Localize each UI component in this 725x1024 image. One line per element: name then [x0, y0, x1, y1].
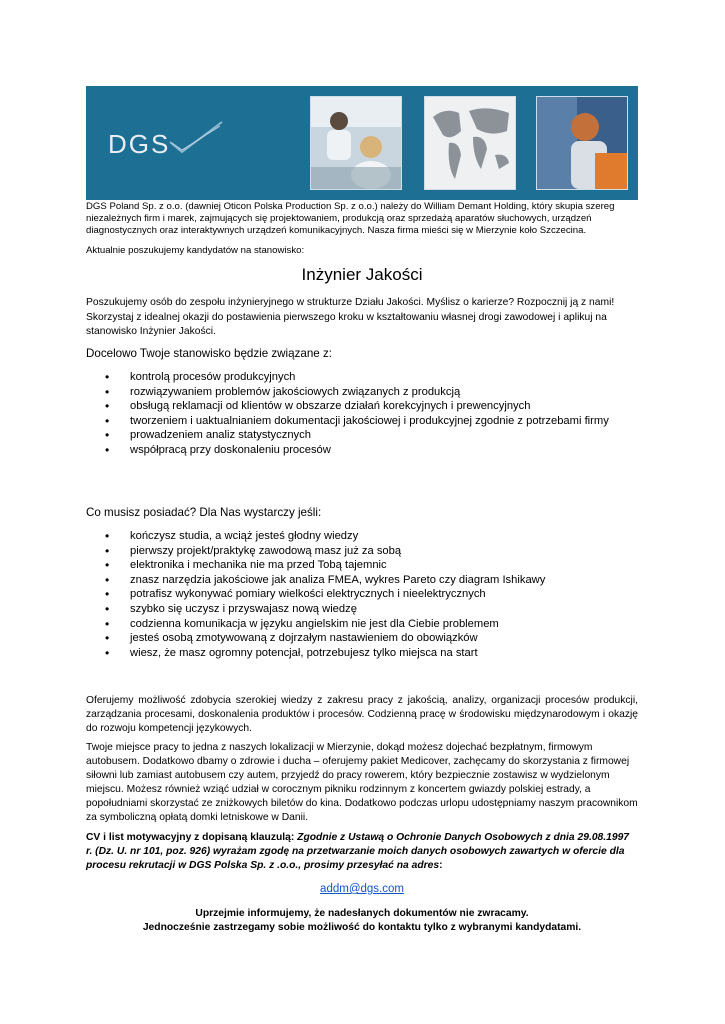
technician-photo — [536, 96, 628, 190]
list-item: • potrafisz wykonywać pomiary wielkości elektrycznych i nieelektrycznych — [86, 587, 638, 602]
cv-instructions — [86, 831, 638, 873]
lead-paragraph: Poszukujemy osób do zespołu inżynieryjnego w strukturze Działu Jakości. Myślisz o karierze? Rozpocznij ją z nami! Skorzystaj z idealnej okazji do postawienia pierwszego kroku w kształtowaniu własnej drogi zawodowej i aplikuj na stanowisko Inżynier Jakości. — [86, 297, 615, 337]
list-item: • tworzeniem i uaktualnianiem dokumentacji jakościowej i produkcyjnej zgodnie z potrzebami firmy — [86, 414, 638, 429]
list-item: • współpracą przy doskonaleniu procesów — [86, 443, 638, 458]
list-item: • jesteś osobą zmotywowaną z dojrzałym nastawieniem do obowiązków — [86, 631, 638, 646]
list-item: • codzienna komunikacja w języku angielskim nie jest dla Ciebie problemem — [86, 617, 638, 632]
lab-workers-photo — [310, 96, 402, 190]
list-item: • rozwiązywaniem problemów jakościowych związanych z produkcją — [86, 385, 638, 400]
header-banner — [86, 86, 638, 200]
list-item: • pierwszy projekt/praktykę zawodową masz już za sobą — [86, 544, 638, 559]
offer-paragraph: Oferujemy możliwość zdobycia szerokiej wiedzy z zakresu pracy z jakością, analizy, organizacji procesów produkcji, zarządzania procesami, doskonalenia produktów i procesów. Codzienną pracę w środowisku międzynarodowym i okazję do rozwoju kompetencji językowych. — [86, 695, 638, 734]
duties-list — [86, 370, 638, 458]
logo-check-icon — [166, 118, 226, 158]
list-item: • szybko się uczysz i przyswajasz nową wiedzę — [86, 602, 638, 617]
company-logo: DGS — [108, 129, 171, 159]
job-title: Inżynier Jakości — [301, 265, 423, 284]
data-protection-clause: Zgodnie z Ustawą o Ochronie Danych Osobowych z dnia 29.08.1997 r. (Dz. U. nr 101, poz. 926) wyrażam zgodę na przetwarzanie moich danych osobowych zawartych w ofercie dla procesu rekrutacji w DGS Polska Sp. z .o.o., prosimy przesyłać na adres — [86, 832, 630, 871]
requirements-list — [86, 529, 638, 660]
workplace-paragraph: Twoje miejsce pracy to jedna z naszych lokalizacji w Mierzynie, dokąd możesz dojechać bezpłatnym, firmowym autobusem. Dodatkowo dbamy o zdrowie i ducha – oferujemy pakiet Medicover, zachęcamy do skorzystania z firmowej siłowni lub zamiast autobusem czy autem, przyjedź do pracy rowerem, który bezpiecznie zostawisz w wydzielonym miejscu. Możesz również wziąć udział w corocznym pikniku rodzinnym z koncertem gwiazdy polskiej estrady, a popołudniami skorzystać ze zniżkowych biletów do kina. Dodatkowo podczas urlopu udostępniamy naszym pracownikom za symboliczną opłatą domki letniskowe w Danii. — [86, 742, 638, 823]
world-map-photo — [424, 96, 516, 190]
list-item: • wiesz, że masz ogromny potencjał, potrzebujesz tylko miejsca na start — [86, 646, 638, 661]
cv-colon: : — [439, 860, 443, 871]
duties-heading: Docelowo Twoje stanowisko będzie związane z: — [86, 347, 332, 360]
list-item: • kontrolą procesów produkcyjnych — [86, 370, 638, 385]
list-item: • elektronika i mechanika nie ma przed Tobą tajemnic — [86, 558, 638, 573]
list-item: • prowadzeniem analiz statystycznych — [86, 428, 638, 443]
job-posting-page — [86, 86, 638, 933]
company-intro: DGS Poland Sp. z o.o. (dawniej Oticon Polska Production Sp. z o.o.) należy do William Demant Holding, który skupia szereg niezależnych firm i marek, zajmujących się projektowaniem, produkcją oraz sprzedażą aparatów słuchowych, urządzeń diagnostycznych oraz interaktywnych urządzeń komunikacyjnych. Nasza firma mieści się w Mierzynie koło Szczecina. — [86, 201, 615, 236]
requirements-heading: Co musisz posiadać? Dla Nas wystarczy jeśli: — [86, 506, 322, 519]
list-item: • obsługą reklamacji od klientów w obszarze działań korekcyjnych i prewencyjnych — [86, 399, 638, 414]
cv-lead: CV i list motywacyjny z dopisaną klauzulą: — [86, 832, 295, 843]
footer-line-1: Uprzejmie informujemy, że nadesłanych dokumentów nie zwracamy. — [195, 908, 529, 919]
footer-notice — [86, 907, 638, 935]
currently-hiring-line: Aktualnie poszukujemy kandydatów na stanowisko: — [86, 245, 305, 256]
footer-line-2: Jednocześnie zastrzegamy sobie możliwość do kontaktu tylko z wybranymi kandydatami. — [142, 922, 582, 933]
contact-email-link[interactable]: addm@dgs.com — [320, 883, 404, 895]
list-item: • kończysz studia, a wciąż jesteś głodny wiedzy — [86, 529, 638, 544]
list-item: • znasz narzędzia jakościowe jak analiza FMEA, wykres Pareto czy diagram Ishikawy — [86, 573, 638, 588]
